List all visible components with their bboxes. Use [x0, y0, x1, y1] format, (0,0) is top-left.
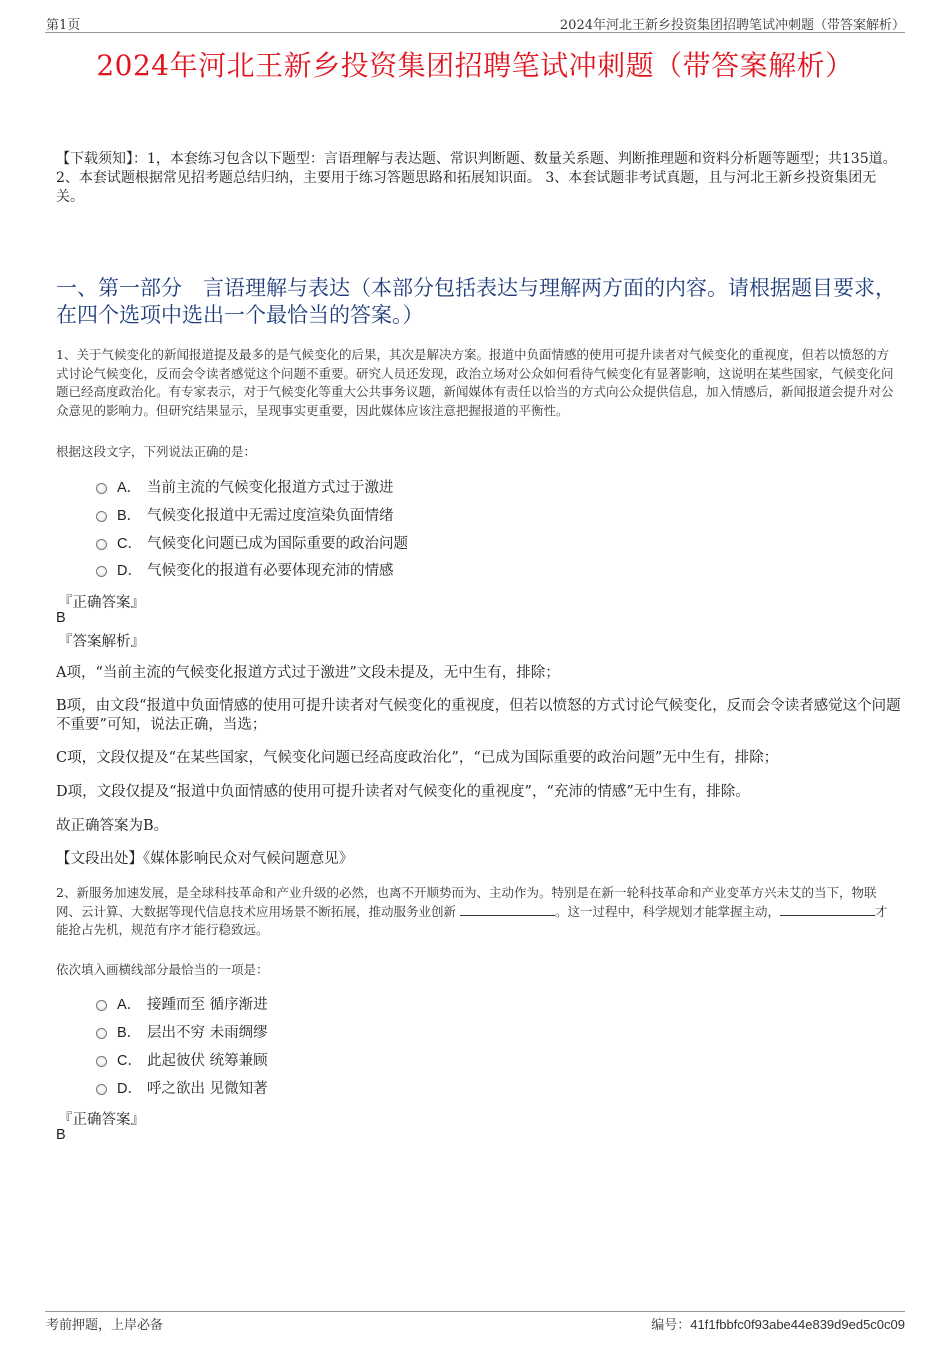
analysis-item-c: C项，文段仅提及“在某些国家，气候变化问题已经高度政治化”，“已成为国际重要的政治问题”无中生有，排除； [56, 750, 779, 766]
correct-answer-label: 『正确答案』 [58, 1112, 145, 1128]
analysis-item-a: A项，“当前主流的气候变化报道方式过于激进”文段未提及，无中生有，排除； [56, 665, 560, 681]
download-notice: 【下载须知】：1，本套练习包含以下题型：言语理解与表达题、常识判断题、数量关系题、判断推理题和资料分析题等题型；共135道。 2、本套试题根据常见招考题总结归纳，主要用于练习答题思路和拓展知识面。 3、本套试题非考试真题，且与河北王新乡投资集团无关。 [56, 151, 897, 205]
option-text: 气候变化报道中无需过度渲染负面情绪 [147, 507, 394, 524]
option-letter: A． [117, 479, 142, 496]
question-1-option-b[interactable] [96, 503, 394, 525]
question-2-prompt: 依次填入画横线部分最恰当的一项是： [56, 962, 269, 977]
question-2-option-b[interactable] [96, 1020, 268, 1042]
analysis-item-b: B项，由文段“报道中负面情感的使用可提升读者对气候变化的重视度，但若以愤怒的方式讨论气候变化，反而会令读者感觉这个问题不重要”可知，说法正确，当选； [56, 698, 901, 733]
header-doc-title: 2024年河北王新乡投资集团招聘笔试冲刺题（带答案解析） [559, 18, 905, 33]
option-text: 呼之欲出 见微知著 [147, 1080, 268, 1097]
option-letter: C． [117, 1052, 142, 1069]
radio-button-icon[interactable] [96, 539, 107, 550]
answer-analysis-label: 『答案解析』 [58, 634, 145, 650]
question-1-text: 1、关于气候变化的新闻报道提及最多的是气候变化的后果，其次是解决方案。报道中负面情感的使用可提升读者对气候变化的重视度，但若以愤怒的方式讨论气候变化，反而会令读者感觉这个问题不重要。研究人员还发现，政治立场对公众如何看待气候变化有显著影响，这说明在某些国家，气候变化问题已经高度政治化。有专家表示，对于气候变化等重大公共事务议题，新闻媒体有责任以恰当的方式向公众提供信息，加入情感后，新闻报道会提升对公众意见的影响力。但研究结果显示，呈现事实更重要，因此媒体应该注意把握报道的平衡性。 [56, 347, 894, 418]
footer-slogan: 考前押题，上岸必备 [46, 1318, 164, 1333]
document-code-label: 编号： [651, 1318, 691, 1333]
fill-blank-2 [780, 903, 875, 916]
radio-button-icon[interactable] [96, 1028, 107, 1039]
question-1-option-c[interactable] [96, 531, 408, 553]
page-number: 第1页 [46, 18, 81, 33]
fill-blank-1 [460, 903, 555, 916]
radio-button-icon[interactable] [96, 566, 107, 577]
question-2-text [56, 884, 898, 940]
correct-answer-value: B [56, 1127, 66, 1143]
question-2-option-a[interactable] [96, 992, 268, 1014]
radio-button-icon[interactable] [96, 1056, 107, 1067]
option-text: 气候变化问题已成为国际重要的政治问题 [147, 535, 408, 552]
option-letter: A． [117, 996, 142, 1013]
section-heading: 一、第一部分 言语理解与表达（本部分包括表达与理解两方面的内容。请根据题目要求，在四个选项中选出一个最恰当的答案。） [56, 276, 896, 327]
question-2-text-part-3: 才能抢占先机，规范有序才能行稳致远。 [56, 903, 888, 937]
radio-button-icon[interactable] [96, 483, 107, 494]
document-code [651, 1314, 905, 1333]
option-letter: D． [117, 562, 142, 579]
question-2-option-c[interactable] [96, 1048, 268, 1070]
header-divider [45, 32, 905, 33]
option-text: 接踵而至 循序渐进 [147, 996, 268, 1013]
question-2-option-d[interactable] [96, 1076, 268, 1098]
option-text: 气候变化的报道有必要体现充沛的情感 [147, 562, 394, 579]
radio-button-icon[interactable] [96, 1000, 107, 1011]
radio-button-icon[interactable] [96, 1084, 107, 1095]
question-1-prompt: 根据这段文字，下列说法正确的是： [56, 444, 257, 459]
option-text: 当前主流的气候变化报道方式过于激进 [147, 479, 394, 496]
option-text: 层出不穷 未雨绸缪 [147, 1024, 268, 1041]
option-letter: C． [117, 535, 142, 552]
document-code-value: 41f1fbbfc0f93abe44e839d9ed5c0c09 [690, 1317, 905, 1332]
page-title: 2024年河北王新乡投资集团招聘笔试冲刺题（带答案解析） [96, 49, 854, 82]
option-letter: B． [117, 507, 142, 524]
option-letter: B． [117, 1024, 142, 1041]
correct-answer-value: B [56, 610, 66, 626]
analysis-item-d: D项，文段仅提及“报道中负面情感的使用可提升读者对气候变化的重视度”，“充沛的情感”无中生有，排除。 [56, 784, 750, 800]
correct-answer-label: 『正确答案』 [58, 595, 145, 611]
radio-button-icon[interactable] [96, 511, 107, 522]
question-1-option-d[interactable] [96, 558, 394, 580]
option-letter: D． [117, 1080, 142, 1097]
option-text: 此起彼伏 统筹兼顾 [147, 1052, 268, 1069]
question-2-text-part-2: 。这一过程中，科学规划才能掌握主动， [555, 903, 781, 919]
analysis-conclusion: 故正确答案为B。 [56, 818, 169, 834]
question-1-option-a[interactable] [96, 475, 394, 497]
footer-divider [45, 1311, 905, 1312]
passage-source: 【文段出处】《媒体影响民众对气候问题意见》 [56, 851, 354, 867]
question-2-text-part-1: 2、新服务加速发展，是全球科技革命和产业升级的必然，也离不开顺势而为、主动作为。特别是在新一轮科技革命和产业变革方兴未艾的当下，物联网、云计算、大数据等现代信息技术应用场景不断拓展，推动服务业创新 [56, 885, 877, 919]
